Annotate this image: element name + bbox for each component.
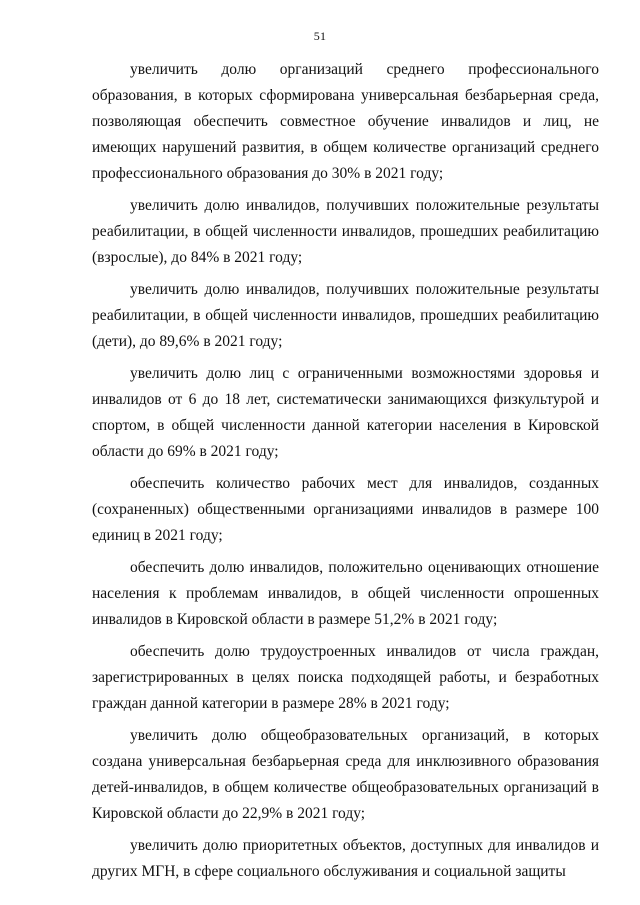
page-number: 51 [313, 29, 327, 43]
paragraph-inclusive-schools: увеличить долю общеобразовательных организаций, в которых создана универсальная безбарьерная среда для инклюзивного образования детей-инвалидов, в общем количестве общеобразовательных организаций в Кировской области до 22,9% в 2021 году; [92, 727, 599, 822]
paragraph-attitude: обеспечить долю инвалидов, положительно оценивающих отношение населения к проблемам инвалидов, в общей численности опрошенных инвалидов в Кировской области в размере 51,2% в 2021 году; [92, 559, 599, 628]
paragraph-workplaces: обеспечить количество рабочих мест для инвалидов, созданных (сохраненных) общественными организациями инвалидов в размере 100 единиц в 2021 году; [92, 475, 599, 544]
paragraph-rehab-adults: увеличить долю инвалидов, получивших положительные результаты реабилитации, в общей численности инвалидов, прошедших реабилитацию (взрослые), до 84% в 2021 году; [92, 197, 599, 266]
document-body [92, 57, 599, 891]
paragraph-sports: увеличить долю лиц с ограниченными возможностями здоровья и инвалидов от 6 до 18 лет, систематически занимающихся физкультурой и спортом, в общей численности данной категории населения в Кировской области до 69% в 2021 году; [92, 365, 599, 460]
paragraph-priority-objects: увеличить долю приоритетных объектов, доступных для инвалидов и других МГН, в сфере социального обслуживания и социальной защиты [92, 837, 599, 880]
paragraph-rehab-children: увеличить долю инвалидов, получивших положительные результаты реабилитации, в общей численности инвалидов, прошедших реабилитацию (дети), до 89,6% в 2021 году; [92, 281, 599, 350]
paragraph-employment: обеспечить долю трудоустроенных инвалидов от числа граждан, зарегистрированных в целях поиска подходящей работы, и безработных граждан данной категории в размере 28% в 2021 году; [92, 643, 599, 712]
paragraph-spo-barrier-free: увеличить долю организаций среднего профессионального образования, в которых сформирована универсальная безбарьерная среда, позволяющая обеспечить совместное обучение инвалидов и лиц, не имеющих нарушений развития, в общем количестве организаций среднего профессионального образования до 30% в 2021 году; [92, 61, 599, 182]
